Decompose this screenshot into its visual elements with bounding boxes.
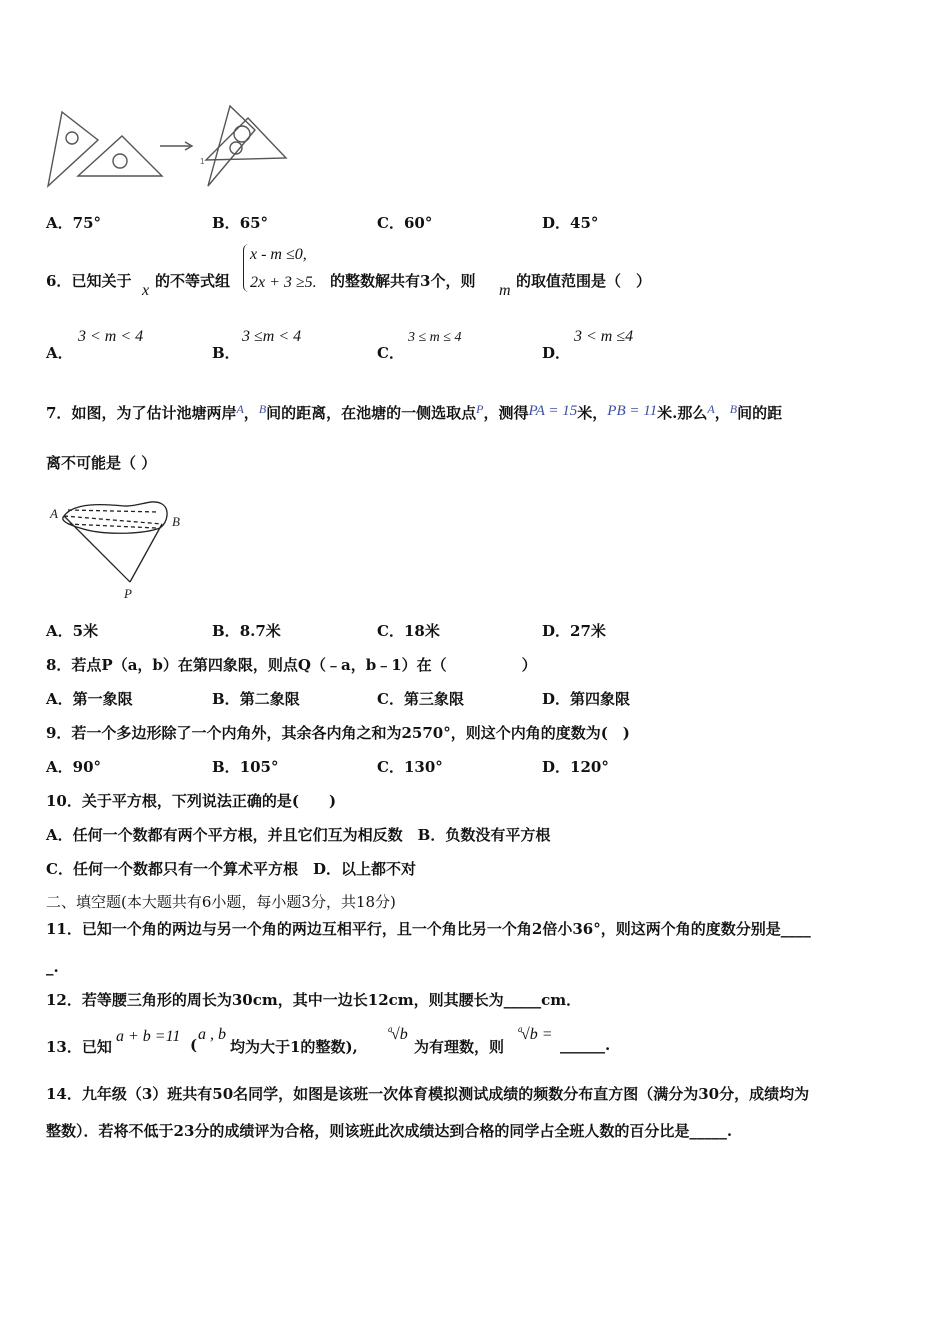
q9-option-c[interactable]: C．130° [377,758,443,776]
q9-option-a[interactable]: A．90° [46,758,102,776]
question-6: 6．已知关于 [46,272,132,290]
q13-text-2: 为有理数，则 [414,1038,505,1056]
q9-option-b[interactable]: B．105° [212,758,279,776]
svg-text:1: 1 [200,157,205,166]
q6-option-c-math: 3 ≤ m ≤ 4 [408,330,462,345]
q5-option-c[interactable]: C．60° [377,214,433,232]
q6-option-a[interactable]: A． [46,344,73,362]
q7-option-a[interactable]: A．5米 [46,622,99,640]
question-12: 12．若等腰三角形的周长为30cm，其中一边长12cm，则其腰长为_____cm． [46,991,582,1009]
q6-option-b[interactable]: B． [212,344,240,362]
set-square-right [78,136,162,176]
q5-option-a[interactable]: A．75° [46,214,102,232]
section-2-title: 二、填空题(本大题共有6小题，每小题3分，共18分) [46,893,396,911]
fig-label-b: B [172,514,180,529]
q6-option-b-math: 3 ≤m < 4 [242,328,302,345]
q6-option-d-math: 3 < m ≤4 [574,328,634,345]
question-11: 11．已知一个角的两边与另一个角的两边互相平行，且一个角比另一个角2倍小36°，则这两个角的度数分别是____ [46,920,811,938]
question-14-line-2: 整数）．若将不低于23分的成绩评为合格，则该班此次成绩达到合格的同学占全班人数的百分比是_____. [46,1122,733,1140]
q13-text-1: 均为大于1的整数), [230,1038,358,1056]
inequality-brace [243,244,250,292]
inequality-1: x - m ≤0, [250,246,307,263]
inequality-2: 2x + 3 ≥5. [250,274,317,291]
fig-label-a: A [50,506,58,521]
q13-paren: ( [190,1036,198,1054]
q10-options-row-2[interactable]: C．任何一个数都只有一个算术平方根 D．以上都不对 [46,860,416,878]
q13-ab: a , b [198,1026,226,1043]
question-11-tail: _. [46,958,59,976]
q6-option-a-math: 3 < m < 4 [78,328,144,345]
q13-root-2: √b = [521,1026,553,1043]
set-square-left [48,112,98,186]
q6-text-2: 的不等式组 [155,272,231,290]
q13-root-index-2: a [518,1024,523,1034]
q8-option-b[interactable]: B．第二象限 [212,690,300,708]
q9-option-d[interactable]: D．120° [542,758,609,776]
q6-text-4: 的取值范围是（ ） [516,272,652,290]
question-9: 9．若一个多边形除了一个内角外，其余各内角之和为2570°，则这个内角的度数为( ) [46,724,630,742]
q10-options-row-1[interactable]: A．任何一个数都有两个平方根，并且它们互为相反数 B．负数没有平方根 [46,826,551,844]
var-x: x [142,282,150,299]
q13-root-index-1: a [388,1024,393,1034]
q6-option-c[interactable]: C． [377,344,404,362]
q7-option-c[interactable]: C．18米 [377,622,440,640]
segment-ab [64,516,162,524]
q5-option-d[interactable]: D．45° [542,214,599,232]
var-m: m [499,282,511,299]
q5-option-b[interactable]: B．65° [212,214,269,232]
q7-option-b[interactable]: B．8.7米 [212,622,281,640]
q8-option-d[interactable]: D．第四象限 [542,690,631,708]
q8-option-c[interactable]: C．第三象限 [377,690,464,708]
question-10: 10．关于平方根，下列说法正确的是( ) [46,792,337,810]
pond-figure [44,494,194,600]
q13-equation: a + b =11 [116,1028,181,1045]
question-8: 8．若点P（a，b）在第四象限，则点Q（﹣a，b﹣1）在（ ） [46,656,537,674]
q13-root-1: √b [391,1026,408,1043]
q6-text-3: 的整数解共有3个，则 [330,272,476,290]
q6-option-d[interactable]: D． [542,344,571,362]
set-square-figure [40,100,295,192]
question-14-line-1: 14．九年级（3）班共有50名同学，如图是该班一次体育模拟测试成绩的频数分布直方图（满分为30分，成绩均为 [46,1085,810,1103]
fig-label-p: P [124,586,132,600]
q7-option-d[interactable]: D．27米 [542,622,606,640]
question-7: 7．如图，为了估计池塘两岸$^A$，$^B$间的距离，在池塘的一侧选取点$^P$，测得PA = 15米，PB = 11米.那么$^A$，$^B$间的距 [46,402,783,422]
q13-blank[interactable]: ______. [560,1036,611,1054]
question-7-line-2: 离不可能是（ ） [46,454,157,472]
question-13: 13．已知 [46,1038,112,1056]
q8-option-a[interactable]: A．第一象限 [46,690,133,708]
